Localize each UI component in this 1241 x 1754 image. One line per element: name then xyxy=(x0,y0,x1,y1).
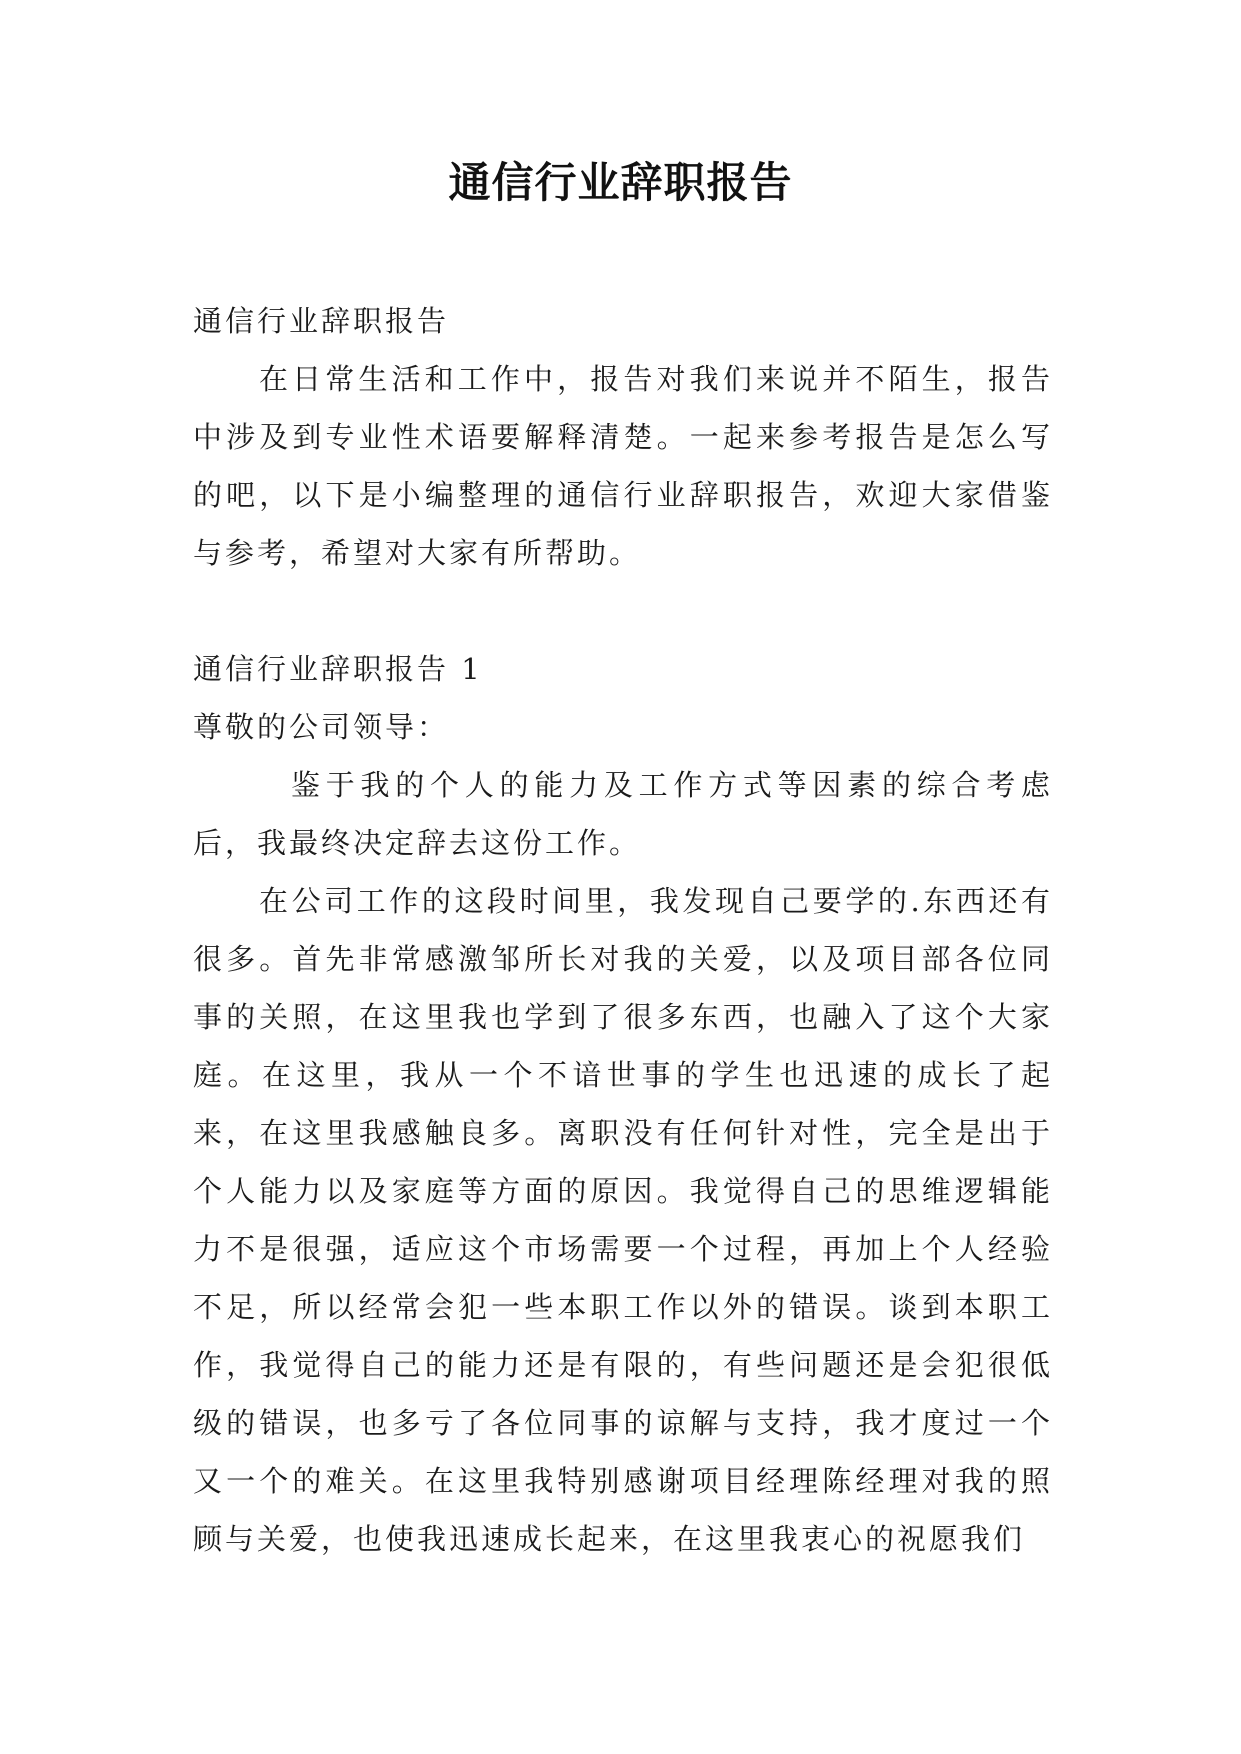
body-paragraph-2: 在公司工作的这段时间里，我发现自己要学的.东西还有很多。首先非常感激邹所长对我的关爱，以及项目部各位同事的关照，在这里我也学到了很多东西，也融入了这个大家庭。在这里，我从一个不谙世事的学生也迅速的成长了起来，在这里我感触良多。离职没有任何针对性，完全是出于个人能力以及家庭等方面的原因。我觉得自己的思维逻辑能力不是很强，适应这个市场需要一个过程，再加上个人经验不足，所以经常会犯一些本职工作以外的错误。谈到本职工作，我觉得自己的能力还是有限的，有些问题还是会犯很低级的错误，也多亏了各位同事的谅解与支持，我才度过一个又一个的难关。在这里我特别感谢项目经理陈经理对我的照顾与关爱，也使我迅速成长起来，在这里我衷心的祝愿我们 xyxy=(193,884,1053,1556)
intro-paragraph: 在日常生活和工作中，报告对我们来说并不陌生，报告中涉及到专业性术语要解释清楚。一起来参考报告是怎么写的吧，以下是小编整理的通信行业辞职报告，欢迎大家借鉴与参考，希望对大家有所帮助。 xyxy=(193,362,1053,570)
body-paragraph-1: 鉴于我的个人的能力及工作方式等因素的综合考虑后，我最终决定辞去这份工作。 xyxy=(193,768,1053,860)
salutation: 尊敬的公司领导： xyxy=(193,710,450,744)
document-body xyxy=(193,292,1053,1568)
section-spacer xyxy=(193,582,1053,640)
section-heading: 通信行业辞职报告 1 xyxy=(193,652,483,686)
intro-heading: 通信行业辞职报告 xyxy=(193,304,450,338)
page-title: 通信行业辞职报告 xyxy=(448,158,793,207)
